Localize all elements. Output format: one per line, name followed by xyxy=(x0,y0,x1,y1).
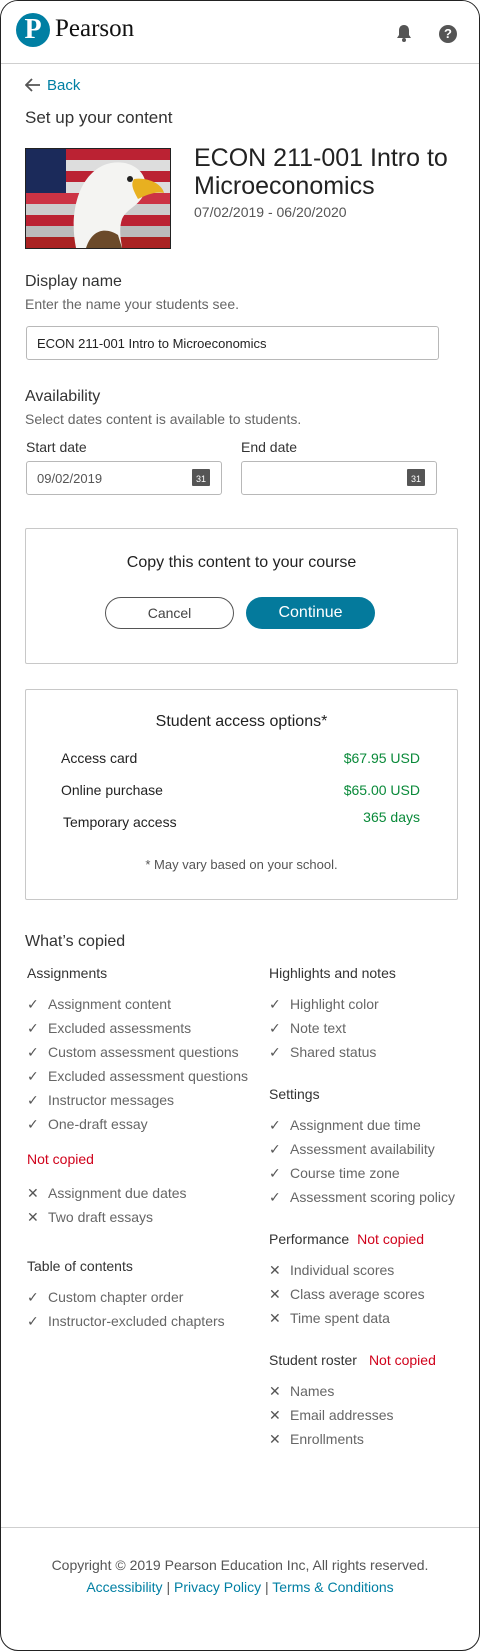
help-icon[interactable]: ? xyxy=(439,25,457,43)
temporary-access-label: Temporary access xyxy=(63,814,177,830)
arrow-left-icon xyxy=(25,78,41,92)
roster-heading: Student roster Not copied xyxy=(269,1352,436,1368)
settings-heading: Settings xyxy=(269,1086,320,1102)
link-separator: | xyxy=(166,1579,171,1595)
list-item: ✕ Two draft essays xyxy=(27,1209,154,1225)
access-card-label: Access card xyxy=(61,750,138,766)
list-item: ✓ One-draft essay xyxy=(27,1116,148,1132)
brand-name[interactable]: Pearson xyxy=(55,15,135,42)
back-label: Back xyxy=(47,77,81,94)
calendar-icon[interactable] xyxy=(407,469,425,486)
end-date-label: End date xyxy=(241,439,298,455)
cancel-button[interactable]: Cancel xyxy=(105,597,234,629)
list-item: ✕ Names xyxy=(269,1383,335,1399)
check-icon: ✓ xyxy=(269,996,281,1012)
highlights-heading: Highlights and notes xyxy=(269,965,396,981)
check-icon: ✓ xyxy=(27,1116,39,1132)
access-card-price: $67.95 USD xyxy=(343,750,420,766)
check-icon: ✓ xyxy=(269,1189,281,1205)
display-name-help: Enter the name your students see. xyxy=(25,296,240,312)
terms-conditions-link[interactable]: Terms & Conditions xyxy=(272,1579,394,1595)
start-date-input[interactable]: 09/02/2019 xyxy=(26,461,222,495)
copy-panel-title: Copy this content to your course xyxy=(126,554,357,571)
access-footnote: * May vary based on your school. xyxy=(145,857,338,872)
check-icon: ✓ xyxy=(269,1020,281,1036)
availability-label: Availability xyxy=(25,388,101,405)
online-purchase-label: Online purchase xyxy=(61,782,163,798)
list-item: ✓ Custom assessment questions xyxy=(27,1044,239,1060)
list-item: ✓ Instructor-excluded chapters xyxy=(27,1313,225,1329)
list-item: ✓ Assignment content xyxy=(27,996,171,1012)
performance-heading: Performance Not copied xyxy=(269,1231,425,1247)
check-icon: ✓ xyxy=(269,1117,281,1133)
cross-icon: ✕ xyxy=(269,1262,281,1278)
list-item: ✕ Class average scores xyxy=(269,1286,425,1302)
list-item: ✕ Assignment due dates xyxy=(27,1185,187,1201)
page-heading: Set up your content xyxy=(25,108,173,127)
copy-panel xyxy=(25,528,458,664)
cross-icon: ✕ xyxy=(27,1185,39,1201)
check-icon: ✓ xyxy=(27,1313,39,1329)
not-copied-label: Not copied xyxy=(27,1151,94,1167)
privacy-policy-link[interactable]: Privacy Policy xyxy=(173,1579,262,1595)
course-dates: 07/02/2019 - 06/20/2020 xyxy=(194,204,347,220)
footer-links xyxy=(1,1579,479,1595)
continue-button[interactable]: Continue xyxy=(246,597,375,629)
not-copied-label: Not copied xyxy=(368,1352,436,1368)
availability-help: Select dates content is available to students. xyxy=(25,411,302,427)
list-item: ✕ Enrollments xyxy=(269,1431,364,1447)
display-name-input[interactable]: ECON 211-001 Intro to Microeconomics xyxy=(26,326,439,360)
check-icon: ✓ xyxy=(27,1020,39,1036)
check-icon: ✓ xyxy=(269,1141,281,1157)
course-cover-image xyxy=(25,148,171,249)
assignments-heading: Assignments xyxy=(27,965,108,981)
pearson-logo-icon[interactable] xyxy=(16,13,50,47)
copyright-text: Copyright © 2019 Pearson Education Inc, All rights reserved. xyxy=(51,1557,429,1573)
check-icon: ✓ xyxy=(27,1092,39,1108)
check-icon: ✓ xyxy=(269,1044,281,1060)
access-options-title: Student access options* xyxy=(155,713,328,730)
course-title: ECON 211-001 Intro to Microeconomics xyxy=(194,144,448,200)
top-header xyxy=(1,1,479,64)
list-item: ✓ Custom chapter order xyxy=(27,1289,184,1305)
list-item: ✓ Note text xyxy=(269,1020,347,1036)
list-item: ✓ Highlight color xyxy=(269,996,379,1012)
online-purchase-price: $65.00 USD xyxy=(343,782,420,798)
calendar-icon[interactable] xyxy=(192,469,210,486)
temporary-access-value: 365 days xyxy=(363,809,420,825)
list-item: ✓ Course time zone xyxy=(269,1165,400,1181)
check-icon: ✓ xyxy=(269,1165,281,1181)
link-separator: | xyxy=(265,1579,269,1595)
list-item: ✓ Assessment availability xyxy=(269,1141,435,1157)
footer-divider xyxy=(1,1527,479,1528)
cross-icon: ✕ xyxy=(269,1383,281,1399)
cross-icon: ✕ xyxy=(269,1286,281,1302)
cross-icon: ✕ xyxy=(269,1431,281,1447)
list-item: ✕ Time spent data xyxy=(269,1310,390,1326)
list-item: ✓ Assessment scoring policy xyxy=(269,1189,455,1205)
check-icon: ✓ xyxy=(27,1289,39,1305)
not-copied-label: Not copied xyxy=(357,1231,425,1247)
list-item: ✓ Instructor messages xyxy=(27,1092,175,1108)
cross-icon: ✕ xyxy=(269,1407,281,1423)
list-item: ✕ Email addresses xyxy=(269,1407,394,1423)
check-icon: ✓ xyxy=(27,1068,39,1084)
check-icon: ✓ xyxy=(27,1044,39,1060)
back-link[interactable] xyxy=(25,77,80,94)
calendar-day: 31 xyxy=(410,474,421,484)
whats-copied-title: What’s copied xyxy=(25,933,126,950)
start-date-label: Start date xyxy=(26,439,87,455)
cross-icon: ✕ xyxy=(269,1310,281,1326)
list-item: ✓ Excluded assessments xyxy=(27,1020,192,1036)
list-item: ✓ Excluded assessment questions xyxy=(27,1068,248,1084)
calendar-day: 31 xyxy=(195,474,206,484)
cross-icon: ✕ xyxy=(27,1209,39,1225)
bell-icon[interactable] xyxy=(394,23,414,43)
display-name-label: Display name xyxy=(25,273,122,290)
list-item: ✓ Assignment due time xyxy=(269,1117,421,1133)
logo-letter: P xyxy=(24,14,42,45)
toc-heading: Table of contents xyxy=(27,1258,133,1274)
check-icon: ✓ xyxy=(27,996,39,1012)
list-item: ✕ Individual scores xyxy=(269,1262,395,1278)
accessibility-link[interactable]: Accessibility xyxy=(86,1579,163,1595)
list-item: ✓ Shared status xyxy=(269,1044,377,1060)
